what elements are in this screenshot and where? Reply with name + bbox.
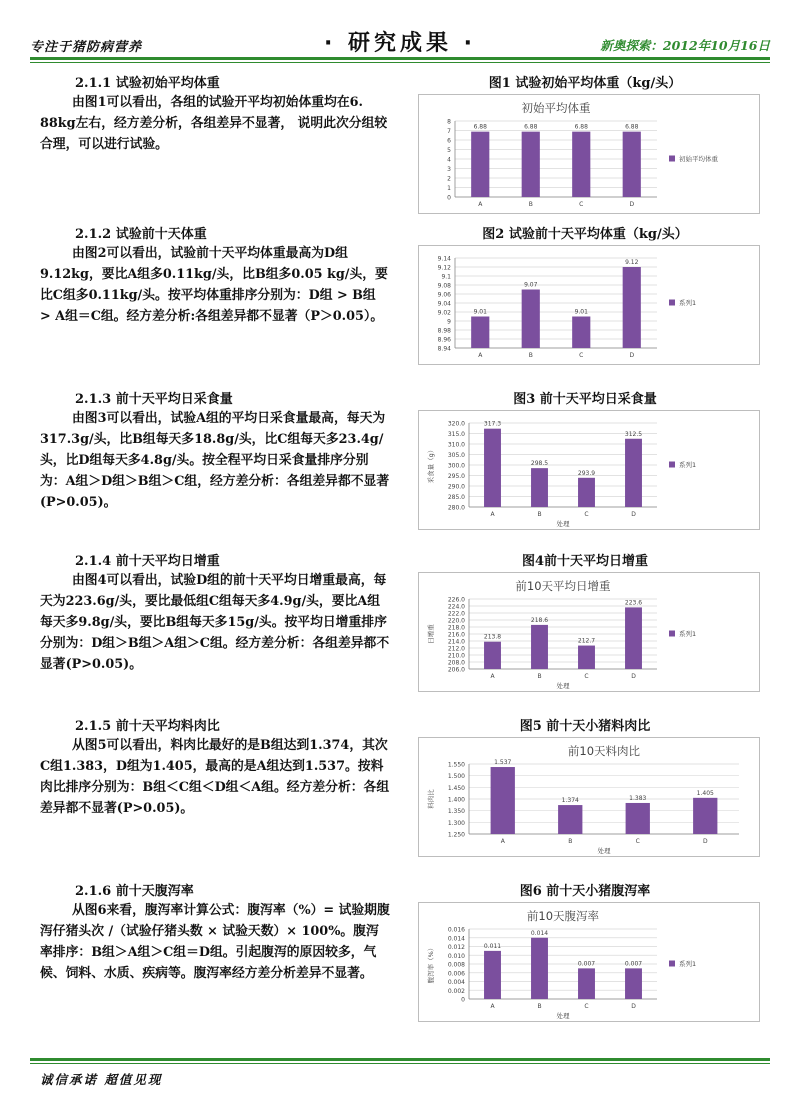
x-tick-label: A (490, 511, 495, 518)
y-tick-label: 280.0 (447, 504, 465, 512)
y-tick-label: 300.0 (447, 462, 465, 470)
bar (531, 468, 548, 507)
figure-caption: 图4前十天平均日增重 (521, 554, 649, 569)
section-title: 2.1.2 试验前十天体重 (75, 227, 207, 242)
y-tick-label: 310.0 (447, 441, 465, 449)
y-tick-label: 224.0 (447, 603, 465, 611)
x-tick-label: C (584, 1003, 589, 1010)
y-tick-label: 214.0 (447, 638, 465, 646)
bar (578, 478, 595, 507)
data-label: 9.01 (473, 308, 487, 316)
x-tick-label: A (490, 673, 495, 680)
page-header (0, 0, 800, 60)
x-tick-label: D (629, 352, 635, 359)
data-label: 293.9 (577, 469, 596, 477)
footer-rule-thin (30, 1063, 770, 1064)
y-tick-label: 0.002 (447, 987, 465, 995)
bar (572, 132, 590, 197)
chart-svg (419, 411, 759, 529)
section-title: 2.1.1 试验初始平均体重 (75, 76, 220, 91)
data-label: 298.5 (530, 460, 549, 468)
data-label: 9.07 (524, 281, 538, 289)
data-label: 212.7 (577, 637, 596, 645)
y-tick-label: 212.0 (447, 645, 465, 653)
x-tick-label: B (568, 838, 573, 845)
data-label: 6.88 (473, 123, 487, 131)
y-tick-label: 210.0 (447, 652, 465, 660)
bar (572, 317, 590, 349)
legend-label: 系列1 (679, 960, 697, 968)
figure-caption: 图2 试验前十天平均体重（kg/头） (482, 227, 688, 242)
data-label: 6.88 (625, 123, 639, 131)
x-tick-label: B (537, 1003, 542, 1010)
chart-title: 前10天料肉比 (567, 744, 641, 758)
bar (693, 798, 717, 834)
footer-rule (30, 1058, 770, 1061)
y-tick-label: 9.06 (437, 291, 451, 299)
y-tick-label: 1.350 (447, 808, 465, 816)
y-tick-label: 1.550 (447, 761, 465, 769)
chart-feed-intake (418, 410, 760, 530)
bar (625, 439, 642, 507)
x-tick-label: B (537, 511, 542, 518)
section-title: 2.1.3 前十天平均日采食量 (75, 392, 233, 407)
y-tick-label: 0.004 (447, 979, 465, 986)
chart-svg (419, 738, 759, 856)
x-tick-label: D (631, 1003, 636, 1010)
y-tick-label: 0.010 (447, 952, 465, 960)
legend-swatch (669, 961, 675, 967)
x-tick-label: D (631, 511, 636, 518)
legend-label: 初始平均体重 (679, 155, 718, 163)
chart-svg (419, 573, 759, 691)
chart-title: 前10天腹泻率 (526, 909, 600, 923)
section-body: 由图1可以看出，各组的试验开平均初始体重均在6. 88kg左右，经方差分析，各组差异不显著， 说明此次分组较合理，可以进行试验。 (40, 95, 388, 152)
data-label: 0.007 (624, 960, 643, 968)
x-axis-label: 处理 (556, 682, 570, 690)
data-label: 9.01 (574, 308, 588, 316)
legend-swatch (669, 300, 675, 306)
header-rule-thin (30, 62, 770, 63)
x-tick-label: C (579, 201, 584, 208)
y-tick-label: 9.02 (437, 309, 451, 317)
chart-diarrhea-rate (418, 902, 760, 1022)
y-axis-label: 日增重 (427, 624, 435, 644)
section-body: 由图2可以看出，试验前十天平均体重最高为D组9.12kg，要比A组多0.11kg/头，比B组多0.05 kg/头，要比C组多0.11kg/头。按平均体重排序分别为：D组 > B组 > A组＝C组。经方差分析:各组差异都不显著（P＞0.05）。 (40, 246, 388, 324)
y-tick-label: 7 (447, 128, 451, 135)
x-axis-label: 处理 (556, 1012, 570, 1020)
x-tick-label: D (629, 201, 635, 208)
y-axis-label: 料肉比 (427, 789, 435, 809)
x-tick-label: C (635, 838, 640, 845)
y-tick-label: 2 (447, 175, 451, 183)
y-tick-label: 1.300 (447, 819, 465, 827)
data-label: 213.8 (483, 633, 502, 641)
y-tick-label: 220.0 (447, 617, 465, 625)
y-tick-label: 206.0 (447, 666, 465, 674)
y-tick-label: 0 (447, 194, 451, 202)
y-tick-label: 218.0 (447, 624, 465, 632)
x-axis-label: 处理 (556, 520, 570, 528)
y-tick-label: 9.12 (437, 264, 451, 272)
y-tick-label: 9.14 (437, 255, 451, 263)
bar (522, 290, 540, 349)
x-tick-label: A (478, 352, 483, 359)
x-tick-label: B (528, 201, 533, 208)
data-label: 1.537 (494, 759, 512, 767)
data-label: 317.3 (483, 420, 502, 428)
bar (471, 132, 489, 197)
bar (558, 805, 582, 834)
y-tick-label: 305.0 (447, 452, 465, 459)
data-label: 312.5 (624, 430, 643, 438)
x-tick-label: D (702, 838, 708, 845)
x-tick-label: B (537, 673, 542, 680)
y-tick-label: 1 (447, 185, 451, 192)
y-tick-label: 0.014 (447, 935, 465, 943)
y-tick-label: 9.08 (437, 282, 451, 290)
x-tick-label: A (500, 838, 505, 845)
data-label: 1.405 (696, 789, 714, 797)
chart-initial-weight (418, 94, 760, 214)
x-tick-label: A (478, 201, 483, 208)
data-label: 9.12 (625, 259, 639, 266)
data-label: 218.6 (530, 616, 549, 624)
y-tick-label: 320.0 (447, 420, 465, 428)
section-body: 从图6来看，腹泻率计算公式：腹泻率（%）= 试验期腹泻仔猪头次 /（试验仔猪头数 × 试验天数）× 100%。腹泻率排序：B组＞A组＞C组＝D组。引起腹泻的原因较多，气候、饲料、水质、疾病等。腹泻率经方差分析差异不显著。 (40, 903, 390, 981)
y-axis-label: 采食量（g） (427, 446, 435, 484)
y-tick-label: 8.94 (437, 345, 451, 353)
y-tick-label: 295.0 (447, 473, 465, 480)
chart-daily-gain (418, 572, 760, 692)
bar (471, 317, 489, 349)
figure-caption: 图1 试验初始平均体重（kg/头） (488, 76, 682, 91)
chart-svg (419, 246, 759, 364)
y-tick-label: 216.0 (447, 631, 465, 639)
bar (623, 132, 641, 197)
legend-label: 系列1 (679, 299, 697, 307)
bar (578, 968, 595, 999)
bar (626, 803, 650, 834)
y-tick-label: 9.04 (437, 300, 451, 308)
chart-svg (419, 903, 759, 1021)
y-tick-label: 285.0 (447, 494, 465, 501)
page-title: · 研究成果 · (323, 31, 477, 56)
x-tick-label: D (631, 673, 636, 680)
data-label: 0.011 (483, 942, 502, 950)
legend-swatch (669, 462, 675, 468)
footer-slogan: 诚信承诺 超值见现 (40, 1072, 163, 1087)
y-tick-label: 0.006 (447, 970, 465, 978)
bar (484, 642, 501, 669)
x-tick-label: B (528, 352, 533, 359)
header-slogan: 专注于猪防病营养 (30, 40, 143, 55)
figure-caption: 图6 前十天小猪腹泻率 (519, 884, 651, 899)
data-label: 1.374 (561, 797, 579, 805)
x-tick-label: C (584, 673, 589, 680)
section-body: 由图4可以看出，试验D组的前十天平均日增重最高，每天为223.6g/头，要比最低组C组每天多4.9g/头，要比A组每天多9.8g/头，要比B组每天多15g/头。按平均日增重排序分别为：D组＞B组＞A组＞C组。经方差分析：各组差异都不显著(P>0.05)。 (40, 573, 390, 672)
y-tick-label: 0.012 (447, 944, 465, 951)
legend-label: 系列1 (679, 630, 697, 638)
y-tick-label: 315.0 (447, 431, 465, 438)
bar (491, 767, 515, 834)
data-label: 6.88 (574, 123, 588, 131)
y-tick-label: 1.450 (447, 784, 465, 792)
data-label: 0.007 (577, 960, 596, 968)
y-tick-label: 226.0 (447, 596, 465, 604)
chart-svg (419, 95, 759, 213)
y-tick-label: 9.1 (441, 273, 451, 281)
y-tick-label: 6 (447, 137, 451, 145)
y-tick-label: 1.500 (447, 773, 465, 781)
bar (578, 646, 595, 669)
legend-swatch (669, 156, 675, 162)
header-date: 新奥探索：2012年10月16日 (600, 38, 770, 53)
bar (531, 938, 548, 999)
y-tick-label: 8.98 (437, 327, 451, 335)
bar (625, 607, 642, 669)
header-rule (30, 57, 770, 60)
section-body: 从图5可以看出，料肉比最好的是B组达到1.374，其次C组1.383，D组为1.405，最高的是A组达到1.537。按料肉比排序分别为：B组＜C组＜D组＜A组。经方差分析：各组差异都不显著(P>0.05)。 (40, 738, 390, 816)
y-tick-label: 1.250 (447, 831, 465, 839)
x-tick-label: C (579, 352, 584, 359)
section-title: 2.1.4 前十天平均日增重 (75, 554, 220, 569)
chart-feed-conversion (418, 737, 760, 857)
bar (522, 132, 540, 197)
data-label: 1.383 (629, 794, 647, 802)
section-title: 2.1.5 前十天平均料肉比 (75, 719, 220, 734)
y-axis-label: 腹泻率（%） (427, 944, 435, 984)
chart-day10-weight (418, 245, 760, 365)
y-tick-label: 0.016 (447, 926, 465, 934)
y-tick-label: 290.0 (447, 483, 465, 491)
y-tick-label: 8.96 (437, 336, 451, 344)
bar (625, 968, 642, 999)
legend-label: 系列1 (679, 461, 697, 469)
y-tick-label: 8 (447, 118, 451, 126)
y-tick-label: 3 (447, 166, 451, 173)
x-tick-label: A (490, 1003, 495, 1010)
x-axis-label: 处理 (597, 847, 611, 855)
bar (623, 267, 641, 348)
x-tick-label: C (584, 511, 589, 518)
chart-title: 初始平均体重 (521, 101, 591, 115)
bar (484, 429, 501, 507)
y-tick-label: 1.400 (447, 796, 465, 804)
section-body: 由图3可以看出，试验A组的平均日采食量最高，每天为317.3g/头，比B组每天多18.8g/头，比C组每天多23.4g/头，比D组每天多4.8g/头。按全程平均日采食量排序分别为：A组＞D组＞B组＞C组，经方差分析：各组差异都不显著(P>0.05)。 (40, 411, 390, 510)
chart-title: 前10天平均日增重 (515, 579, 611, 593)
legend-swatch (669, 631, 675, 637)
y-tick-label: 0 (461, 996, 465, 1004)
data-label: 6.88 (524, 123, 538, 131)
y-tick-label: 4 (447, 156, 451, 164)
bar (531, 625, 548, 669)
bar (484, 951, 501, 999)
data-label: 223.6 (624, 599, 643, 607)
section-title: 2.1.6 前十天腹泻率 (75, 884, 194, 899)
figure-caption: 图5 前十天小猪料肉比 (519, 719, 651, 734)
figure-caption: 图3 前十天平均日采食量 (513, 392, 657, 407)
data-label: 0.014 (530, 929, 549, 937)
y-tick-label: 208.0 (447, 659, 465, 667)
y-tick-label: 222.0 (447, 610, 465, 618)
y-tick-label: 5 (447, 147, 451, 154)
y-tick-label: 0.008 (447, 961, 465, 969)
y-tick-label: 9 (447, 318, 451, 326)
